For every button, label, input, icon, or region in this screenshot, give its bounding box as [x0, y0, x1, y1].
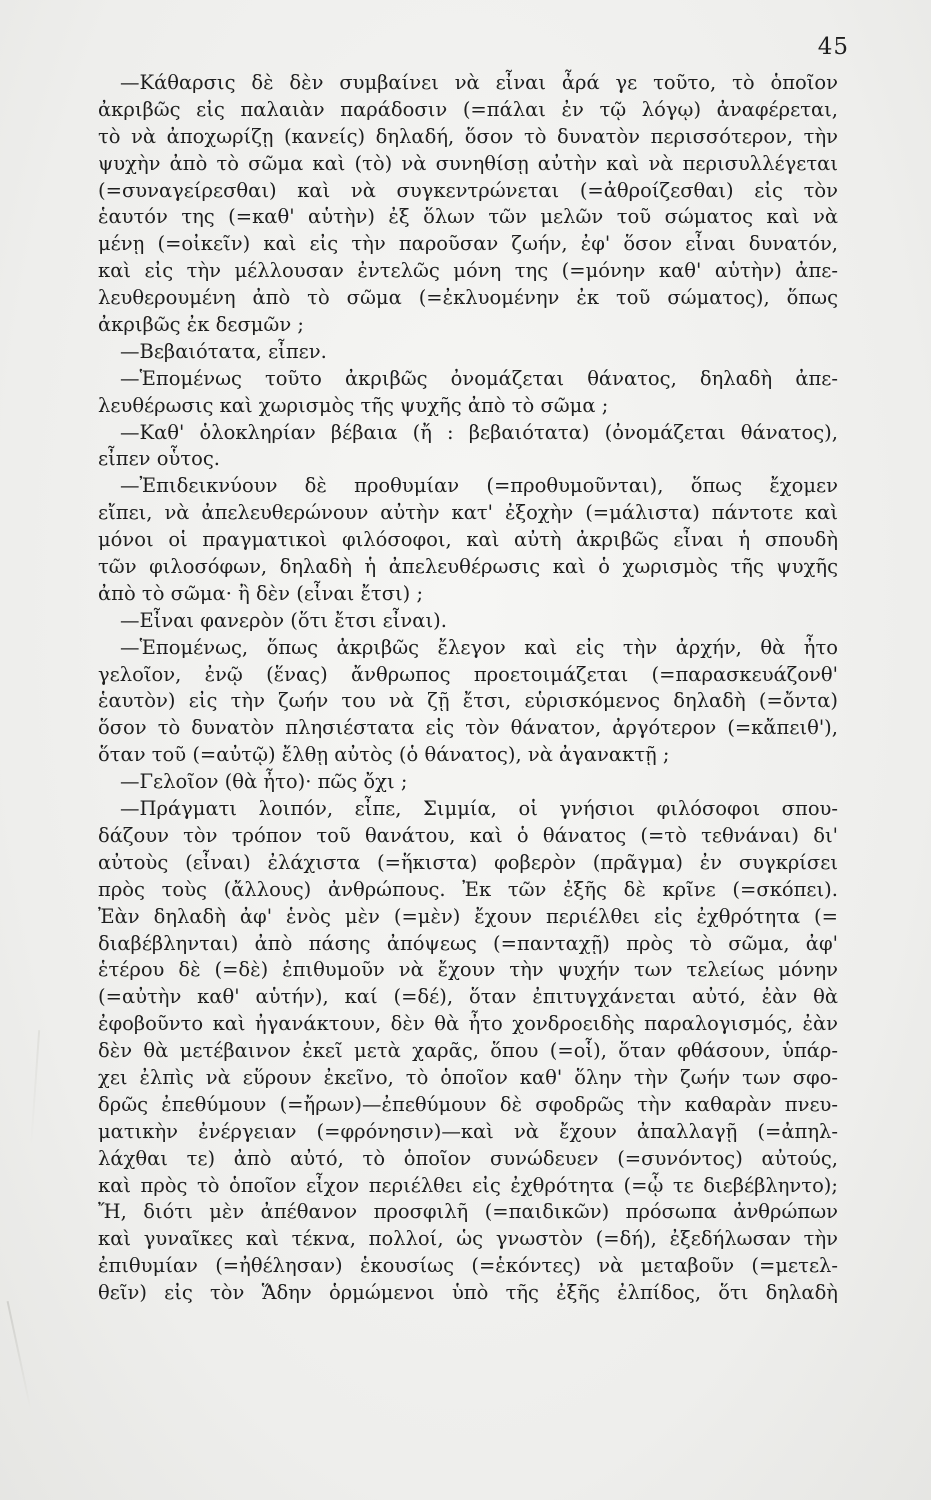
- text-line: —Πράγματι λοιπόν, εἶπε, Σιμμία, οἱ γνήσιοι φιλόσοφοι σπου-: [120, 797, 838, 821]
- text-line: ἀκριβῶς εἰς παλαιὰν παράδοσιν (=πάλαι ἐν τῷ λόγῳ) ἀναφέρεται,: [98, 97, 838, 121]
- text-line: χει ἐλπὶς νὰ εὕρουν ἐκεῖνο, τὸ ὁποῖον καθ' ὅλην τὴν ζωήν των σφο-: [98, 1065, 838, 1089]
- text-line: καὶ γυναῖκες καὶ τέκνα, πολλοί, ὡς γνωστὸν (=δή), ἐξεδήλωσαν τὴν: [98, 1227, 838, 1251]
- text-line: λάχθαι τε) ἀπὸ αὐτό, τὸ ὁποῖον συνώδευεν (=συνόντος) αὐτούς,: [98, 1146, 838, 1170]
- text-line: (=συναγείρεσθαι) καὶ νὰ συγκεντρώνεται (=ἀθροίζεσθαι) εἰς τὸν: [98, 178, 838, 202]
- text-line: ὅταν τοῦ (=αὐτῷ) ἔλθῃ αὐτὸς (ὁ θάνατος), νὰ ἀγανακτῇ ;: [98, 743, 670, 767]
- text-line: διαβέβληνται) ἀπὸ πάσης ἀπόψεως (=πανταχῇ) πρὸς τὸ σῶμα, ἀφ': [98, 931, 838, 955]
- page-number: 45: [817, 34, 849, 60]
- text-line: μόνοι οἱ πραγματικοὶ φιλόσοφοι, καὶ αὐτὴ ἀκριβῶς εἶναι ἡ σπουδὴ: [98, 528, 838, 552]
- text-line: Ἤ, διότι μὲν ἀπέθανον προσφιλῆ (=παιδικῶν) πρόσωπα ἀνθρώπων: [98, 1200, 838, 1224]
- text-line: —Ἑπομένως τοῦτο ἀκριβῶς ὀνομάζεται θάνατος, δηλαδὴ ἀπε-: [120, 366, 838, 390]
- text-line: εἴπει, νὰ ἀπελευθερώνουν αὐτὴν κατ' ἐξοχὴν (=μάλιστα) πάντοτε καὶ: [98, 501, 838, 525]
- text-line: ἑαυτόν της (=καθ' αὑτὴν) ἐξ ὅλων τῶν μελῶν τοῦ σώματος καὶ νὰ: [98, 205, 838, 229]
- text-line: —Κάθαρσις δὲ δὲν συμβαίνει νὰ εἶναι ἆρά γε τοῦτο, τὸ ὁποῖον: [120, 71, 838, 94]
- text-line: —Ἐπιδεικνύουν δὲ προθυμίαν (=προθυμοῦνται), ὅπως ἔχομεν: [120, 474, 838, 498]
- text-line: ἀπὸ τὸ σῶμα· ἢ δὲν (εἶναι ἔτσι) ;: [98, 581, 424, 605]
- text-line: λευθέρωσις καὶ χωρισμὸς τῆς ψυχῆς ἀπὸ τὸ σῶμα ;: [98, 393, 609, 417]
- text-line: ἑτέρου δὲ (=δὲ) ἐπιθυμοῦν νὰ ἔχουν τὴν ψυχήν των τελείως μόνην: [98, 958, 838, 982]
- text-line: εἶπεν οὗτος.: [98, 447, 220, 471]
- text-line: —Εἶναι φανερὸν (ὅτι ἔτσι εἶναι).: [120, 608, 447, 632]
- text-line: —Γελοῖον (θὰ ἦτο)· πῶς ὄχι ;: [120, 770, 408, 794]
- scan-artifact: [7, 1301, 32, 1409]
- text-line: ἑαυτὸν) εἰς τὴν ζωήν του νὰ ζῇ ἔτσι, εὑρισκόμενος δηλαδὴ (=ὄντα): [98, 689, 838, 713]
- text-line: τὸ νὰ ἀποχωρίζῃ (κανείς) δηλαδή, ὅσον τὸ δυνατὸν περισσότερον, τὴν: [98, 124, 838, 148]
- text-line: ἐφοβοῦντο καὶ ἠγανάκτουν, δὲν θὰ ἦτο χονδροειδὴς παραλογισμός, ἐὰν: [98, 1012, 838, 1036]
- text-line: ἐπιθυμίαν (=ἠθέλησαν) ἑκουσίως (=ἑκόντες) νὰ μεταβοῦν (=μετελ-: [98, 1254, 838, 1278]
- text-line: ψυχὴν ἀπὸ τὸ σῶμα καὶ (τὸ) νὰ συνηθίσῃ αὐτὴν καὶ νὰ περισυλλέγεται: [98, 151, 838, 175]
- text-line: καὶ εἰς τὴν μέλλουσαν ἐντελῶς μόνη της (=μόνην καθ' αὑτὴν) ἀπε-: [98, 259, 838, 283]
- text-line: δάζουν τὸν τρόπον τοῦ θανάτου, καὶ ὁ θάνατος (=τὸ τεθνάναι) δι': [98, 823, 838, 847]
- text-line: λευθερουμένη ἀπὸ τὸ σῶμα (=ἐκλυομένην ἐκ τοῦ σώματος), ὅπως: [98, 286, 838, 310]
- text-line: ματικὴν ἐνέργειαν (=φρόνησιν)—καὶ νὰ ἔχουν ἀπαλλαγῇ (=ἀπηλ-: [98, 1119, 838, 1143]
- text-line: μένῃ (=οἰκεῖν) καὶ εἰς τὴν παροῦσαν ζωήν, ἐφ' ὅσον εἶναι δυνατόν,: [98, 232, 838, 256]
- body-text: [98, 70, 838, 1307]
- text-line: δὲν θὰ μετέβαινον ἐκεῖ μετὰ χαρᾶς, ὅπου (=οἷ), ὅταν φθάσουν, ὑπάρ-: [98, 1039, 838, 1063]
- text-line: Ἐὰν δηλαδὴ ἀφ' ἑνὸς μὲν (=μὲν) ἔχουν περιέλθει εἰς ἐχθρότητα (=: [98, 904, 838, 928]
- text-line: (=αὐτὴν καθ' αὑτήν), καί (=δέ), ὅταν ἐπιτυγχάνεται αὐτό, ἐὰν θὰ: [98, 985, 838, 1009]
- text-line: δρῶς ἐπεθύμουν (=ἤρων)—ἐπεθύμουν δὲ σφοδρῶς τὴν καθαρὰν πνευ-: [98, 1092, 838, 1116]
- text-line: τῶν φιλοσόφων, δηλαδὴ ἡ ἀπελευθέρωσις καὶ ὁ χωρισμὸς τῆς ψυχῆς: [98, 555, 838, 579]
- text-line: —Καθ' ὁλοκληρίαν βέβαια (ἤ : βεβαιότατα) (ὀνομάζεται θάνατος),: [120, 420, 838, 444]
- text-line: γελοῖον, ἐνῷ (ἕνας) ἄνθρωπος προετοιμάζεται (=παρασκευάζονθ': [98, 662, 838, 686]
- text-line: καὶ πρὸς τὸ ὁποῖον εἶχον περιέλθει εἰς ἐχθρότητα (=ᾧ τε διεβέβληντο);: [98, 1173, 838, 1197]
- scan-artifact: [30, 1030, 40, 1150]
- text-line: —Ἑπομένως, ὅπως ἀκριβῶς ἔλεγον καὶ εἰς τὴν ἀρχήν, θὰ ἦτο: [120, 635, 838, 659]
- text-line: αὐτοὺς (εἶναι) ἐλάχιστα (=ἥκιστα) φοβερὸν (πρᾶγμα) ἐν συγκρίσει: [98, 850, 838, 874]
- text-line: πρὸς τοὺς (ἄλλους) ἀνθρώπους. Ἐκ τῶν ἐξῆς δὲ κρῖνε (=σκόπει).: [98, 877, 838, 901]
- text-line: ὅσον τὸ δυνατὸν πλησιέστατα εἰς τὸν θάνατον, ἀργότερον (=κἄπειθ'),: [98, 716, 838, 740]
- text-line: ἀκριβῶς ἐκ δεσμῶν ;: [98, 313, 304, 337]
- text-line: —Βεβαιότατα, εἶπεν.: [120, 339, 327, 363]
- text-line: θεῖν) εἰς τὸν Ἅδην ὁρμώμενοι ὑπὸ τῆς ἐξῆς ἐλπίδος, ὅτι δηλαδὴ: [98, 1281, 838, 1305]
